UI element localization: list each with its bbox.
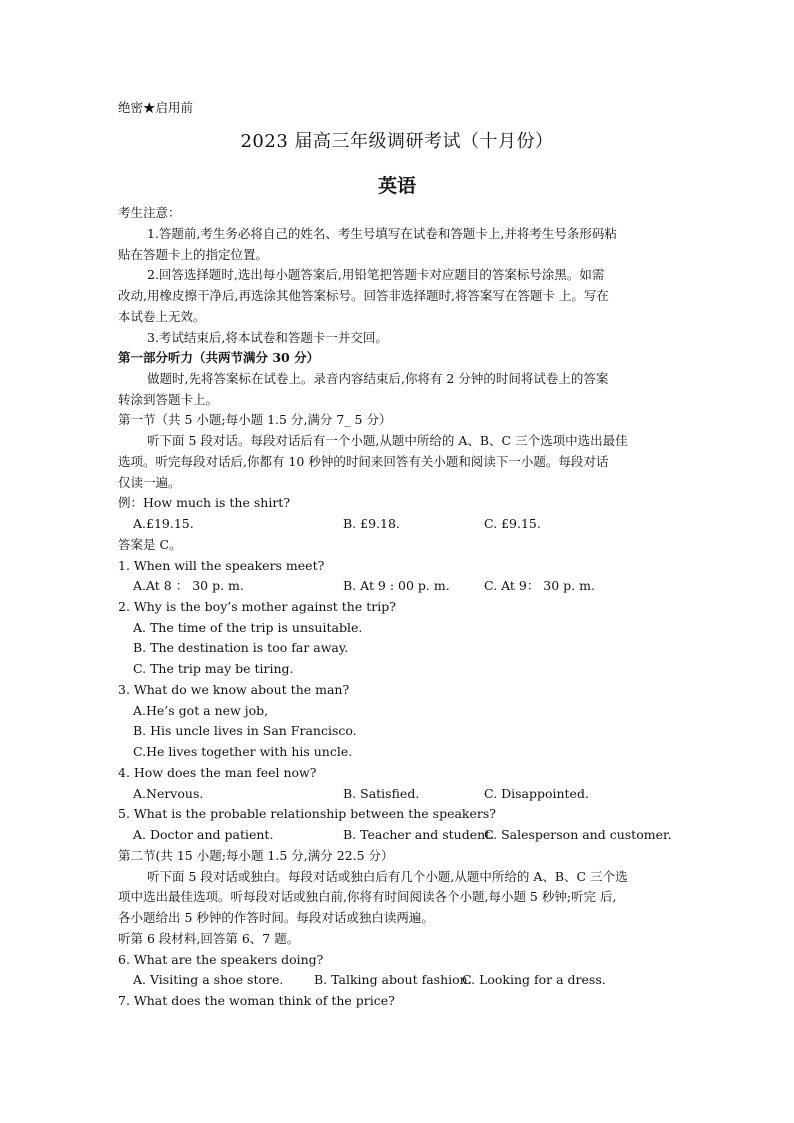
material-6-instruction: 听第 6 段材料,回答第 6、7 题。: [118, 931, 300, 946]
question-1-option-c: C. At 9： 30 p. m.: [484, 578, 595, 593]
question-1-option-a: A.At 8 ： 30 p. m.: [133, 578, 244, 593]
question-5: 5. What is the probable relationship between the speakers?: [118, 806, 496, 821]
section2-intro-line-3: 各小题给出 5 秒钟的作答时间。每段对话或独白读两遍。: [118, 910, 434, 925]
example-option-c: C. £9.15.: [484, 516, 541, 531]
question-4: 4. How does the man feel now?: [118, 765, 317, 780]
section1-intro-line-2: 选项。听完每段对话后,你都有 10 秒钟的时间来回答有关小题和阅读下一小题。每段对话: [118, 454, 609, 469]
part1-intro-line-2: 转涂到答题卡上。: [118, 392, 219, 407]
question-1-option-b: B. At 9 : 00 p. m.: [343, 578, 450, 593]
question-1: 1. When will the speakers meet?: [118, 558, 325, 573]
question-3: 3. What do we know about the man?: [118, 682, 350, 697]
question-6-option-a: A. Visiting a shoe store.: [133, 972, 284, 987]
question-3-option-b: B. His uncle lives in San Francisco.: [133, 723, 357, 738]
question-5-option-c: C. Salesperson and customer.: [484, 827, 672, 842]
question-6-option-c: C. Looking for a dress.: [462, 972, 606, 987]
question-4-option-c: C. Disappointed.: [484, 786, 589, 801]
question-6: 6. What are the speakers doing?: [118, 952, 324, 967]
example-question: 例：How much is the shirt?: [118, 495, 291, 510]
part1-heading: 第一部分听力（共两节满分 30 分）: [118, 350, 320, 365]
question-4-option-a: A.Nervous.: [133, 786, 204, 801]
example-option-b: B. £9.18.: [343, 516, 400, 531]
section1-intro-line-3: 仅读一遍。: [118, 475, 181, 490]
question-3-option-a: A.He’s got a new job,: [133, 703, 269, 718]
example-answer: 答案是 C。: [118, 537, 182, 552]
notice-item-2-line-2: 改动,用橡皮擦干净后,再选涂其他答案标号。回答非选择题时,将答案写在答题卡 上。写在: [118, 288, 609, 303]
question-2-option-b: B. The destination is too far away.: [133, 640, 349, 655]
section1-heading: 第一节（共 5 小题;每小题 1.5 分,满分 7_ 5 分）: [118, 412, 392, 427]
exam-title: 2023 届高三年级调研考试（十月份）: [240, 131, 554, 152]
confidential-label: 绝密★启用前: [118, 100, 194, 115]
question-5-option-b: B. Teacher and student.: [343, 827, 495, 842]
question-7: 7. What does the woman think of the price?: [118, 993, 395, 1008]
notice-item-3: 3.考试结束后,将本试卷和答题卡一并交回。: [147, 330, 388, 345]
question-2: 2. Why is the boy’s mother against the trip?: [118, 599, 396, 614]
question-3-option-c: C.He lives together with his uncle.: [133, 744, 353, 759]
section2-heading: 第二节(共 15 小题;每小题 1.5 分,满分 22.5 分）: [118, 848, 394, 863]
notice-item-1-line-2: 贴在答题卡上的指定位置。: [118, 247, 269, 262]
question-6-option-b: B. Talking about fashion.: [314, 972, 472, 987]
question-4-option-b: B. Satisfied.: [343, 786, 420, 801]
question-5-option-a: A. Doctor and patient.: [133, 827, 274, 842]
notice-item-2-line-1: 2.回答选择题时,选出每小题答案后,用铅笔把答题卡对应题目的答案标号涂黑。如需: [147, 267, 605, 282]
notice-item-1-line-1: 1.答题前,考生务必将自己的姓名、考生号填写在试卷和答题卡上,并将考生号条形码粘: [147, 226, 617, 241]
notice-heading: 考生注意：: [118, 205, 181, 220]
question-2-option-a: A. The time of the trip is unsuitable.: [133, 620, 363, 635]
section2-intro-line-1: 听下面 5 段对话或独白。每段对话或独白后有几个小题,从题中所给的 A、B、C 三个选: [147, 869, 628, 884]
section1-intro-line-1: 听下面 5 段对话。每段对话后有一个小题,从题中所给的 A、B、C 三个选项中选出最佳: [147, 433, 628, 448]
question-2-option-c: C. The trip may be tiring.: [133, 661, 294, 676]
notice-item-2-line-3: 本试卷上无效。: [118, 309, 206, 324]
subject-title: 英语: [377, 175, 416, 197]
part1-intro-line-1: 做题时,先将答案标在试卷上。录音内容结束后,你将有 2 分钟的时间将试卷上的答案: [147, 371, 609, 386]
section2-intro-line-2: 项中选出最佳选项。听每段对话或独白前,你将有时间阅读各个小题,每小题 5 秒钟;听完 后,: [118, 889, 617, 904]
example-option-a: A.£19.15.: [133, 516, 194, 531]
